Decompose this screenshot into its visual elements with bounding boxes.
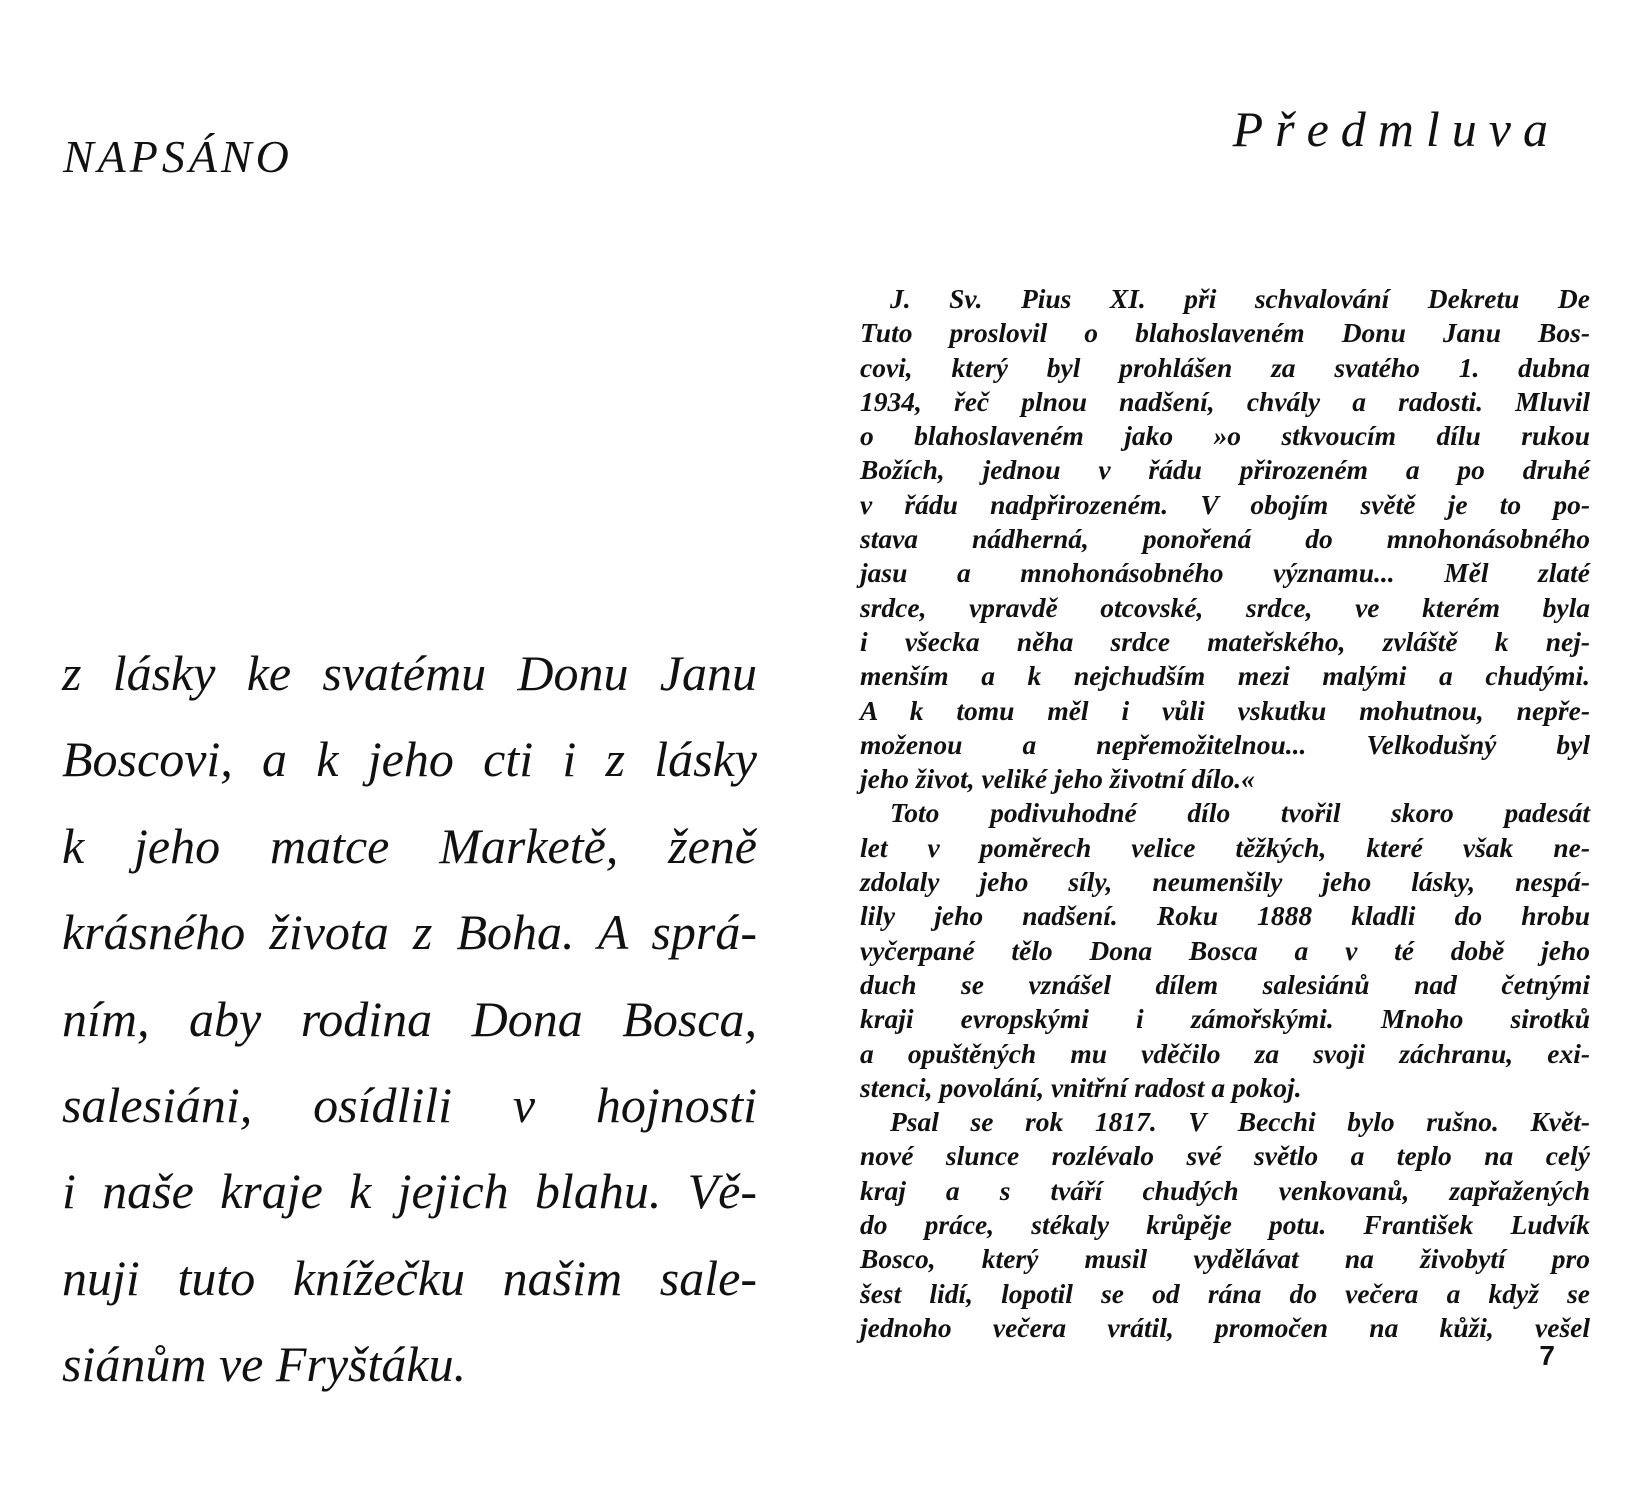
body-line: A k tomu měl i vůli vskutku mohutnou, nepře- (860, 694, 1590, 726)
body-line: zdolaly jeho síly, neumenšily jeho lásky, nespá- (860, 866, 1590, 898)
dedication-line: Boscovi, a k jeho cti i z lásky (62, 731, 757, 788)
body-line: v řádu nadpřirozeném. V obojím světě je to po- (860, 488, 1590, 520)
body-line: šest lidí, lopotil se od rána do večera a když se (860, 1277, 1590, 1309)
body-line: moženou a nepřemožitelnou... Velkodušný byl (860, 728, 1590, 760)
body-line: stenci, povolání, vnitřní radost a pokoj. (860, 1071, 1302, 1103)
body-line: stava nádherná, ponořená do mnohonásobného (860, 523, 1590, 555)
body-line: lily jeho nadšení. Roku 1888 kladli do hrobu (860, 900, 1590, 932)
dedication-line: siánům ve Fryštáku. (62, 1336, 467, 1393)
dedication-line: k jeho matce Marketě, ženě (62, 817, 757, 874)
body-line: Tuto proslovil o blahoslaveném Donu Janu Bos- (860, 317, 1590, 349)
dedication-line: salesiáni, osídlili v hojnosti (62, 1076, 757, 1133)
body-line: Psal se rok 1817. V Becchi bylo rušno. Květ- (890, 1106, 1590, 1138)
body-line: vyčerpané tělo Dona Bosca a v té době jeho (860, 934, 1590, 966)
body-line: covi, který byl prohlášen za svatého 1. dubna (860, 351, 1590, 383)
body-line: jasu a mnohonásobného významu... Měl zlaté (860, 557, 1590, 589)
body-line: 1934, řeč plnou nadšení, chvály a radosti. Mluvil (860, 385, 1590, 417)
dedication-line: nuji tuto knížečku našim sale- (62, 1249, 757, 1306)
body-line: i všecka něha srdce mateřského, zvláště k nej- (860, 625, 1590, 657)
body-line: jeho život, veliké jeho životní dílo.« (860, 763, 1255, 795)
preface-body (860, 282, 1590, 1345)
right-page (860, 0, 1600, 1500)
body-line: Božích, jednou v řádu přirozeném a po druhé (860, 454, 1590, 486)
body-line: J. Sv. Pius XI. při schvalování Dekretu De (890, 283, 1590, 314)
body-line: a opuštěných mu vděčilo za svoji záchranu, exi- (860, 1037, 1590, 1069)
left-page (0, 0, 800, 1500)
body-line: Bosco, který musil vydělávat na živobytí pro (860, 1243, 1590, 1275)
body-line: srdce, vpravdě otcovské, srdce, ve kterém byla (860, 591, 1590, 623)
body-line: Toto podivuhodné dílo tvořil skoro padesát (890, 797, 1590, 829)
dedication-line: i naše kraje k jejich blahu. Vě- (62, 1163, 757, 1220)
dedication-line: ním, aby rodina Dona Bosca, (62, 990, 757, 1047)
dedication-text (62, 630, 757, 1408)
body-line: nové slunce rozlévalo své světlo a teplo na celý (860, 1140, 1590, 1172)
left-page-heading: NAPSÁNO (63, 131, 293, 182)
dedication-line: z lásky ke svatému Donu Janu (62, 645, 757, 701)
body-line: kraji evropskými i zámořskými. Mnoho sirotků (860, 1003, 1590, 1035)
dedication-line: krásného života z Boha. A sprá- (62, 904, 757, 961)
body-line: menším a k nejchudším mezi malými a chudými. (860, 660, 1590, 692)
body-line: jednoho večera vrátil, promočen na kůži, vešel (860, 1311, 1590, 1343)
body-line: duch se vznášel dílem salesiánů nad četnými (860, 968, 1590, 1000)
body-line: o blahoslaveném jako »o stkvoucím dílu rukou (860, 420, 1590, 452)
body-line: do práce, stékaly krůpěje potu. František Ludvík (860, 1209, 1590, 1241)
page-number: 7 (1539, 1340, 1555, 1371)
body-line: let v poměrech velice těžkých, které však ne- (860, 831, 1590, 863)
right-page-heading: Předmluva (1232, 101, 1560, 157)
body-line: kraj a s tváří chudých venkovanů, zapřažených (860, 1174, 1590, 1206)
